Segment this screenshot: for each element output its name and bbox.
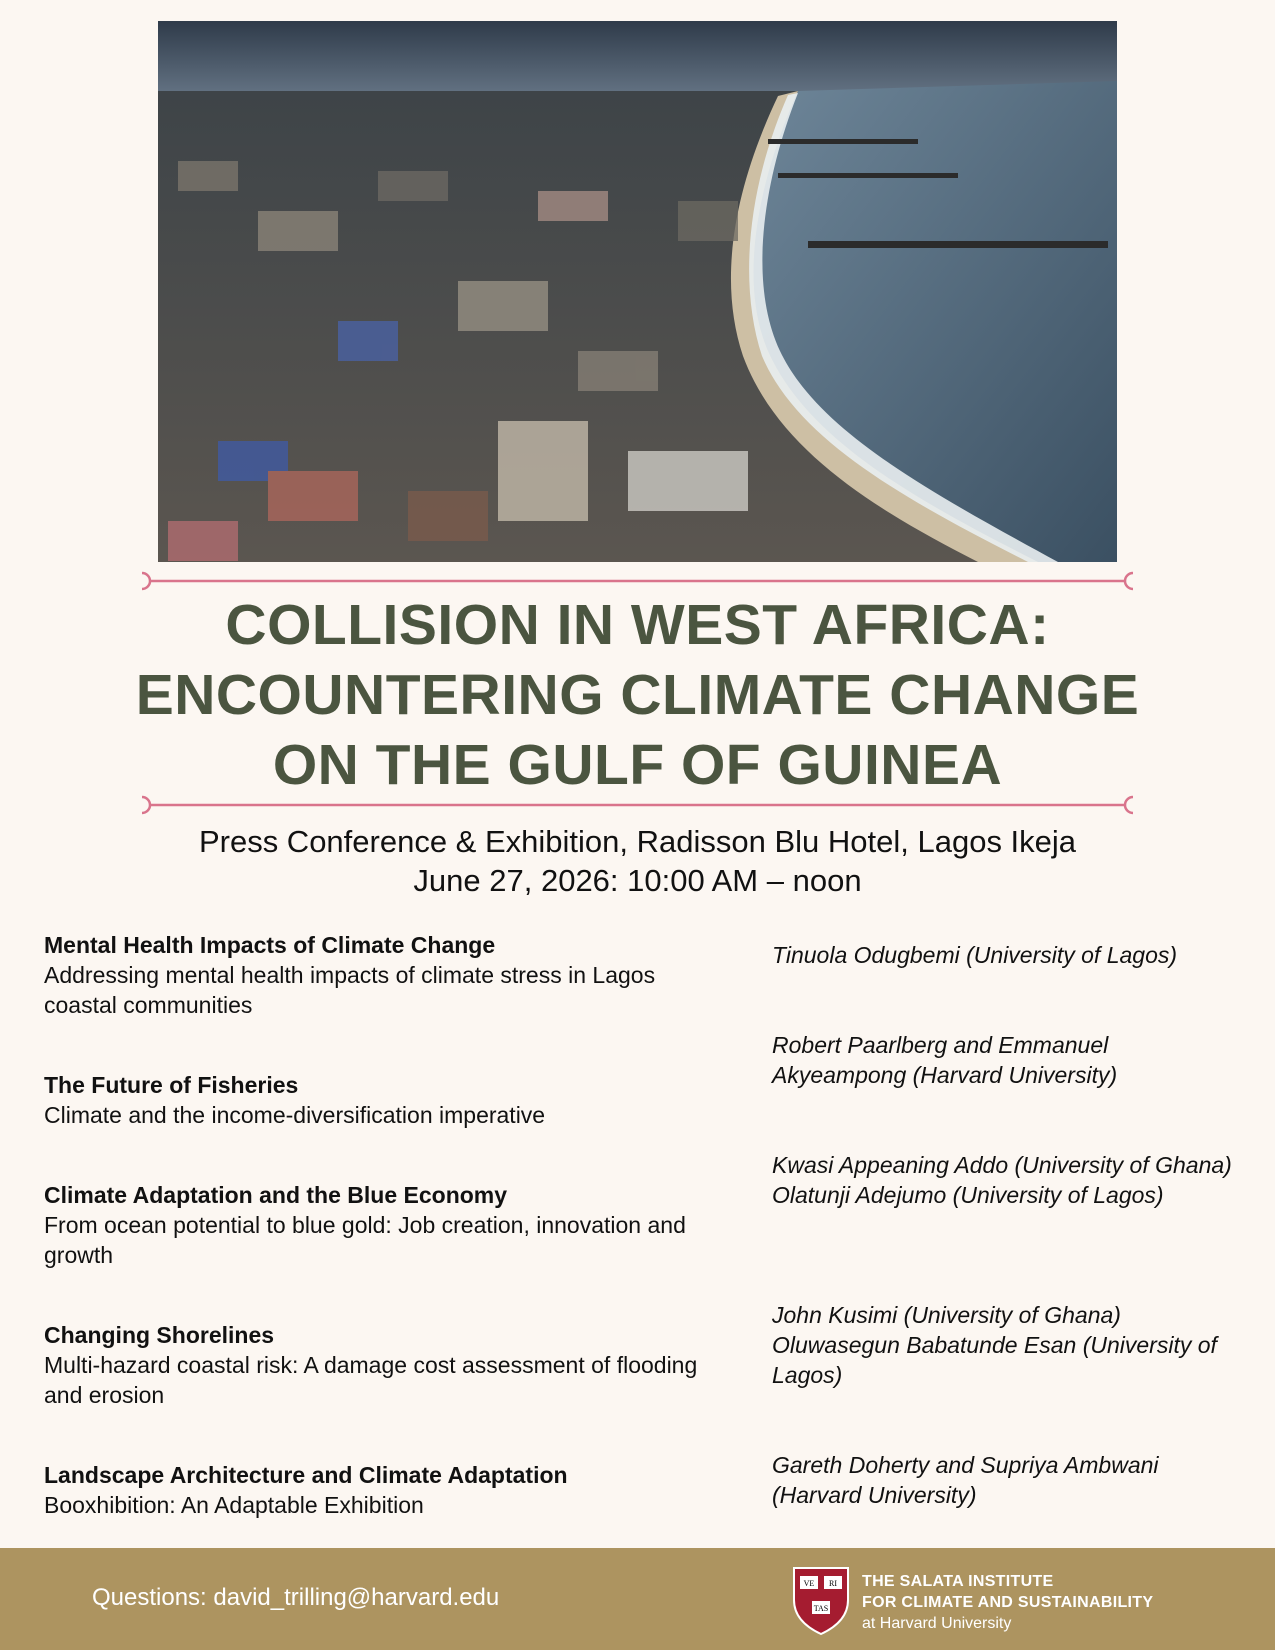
shield-text-ri: RI <box>829 1579 837 1588</box>
speaker: Oluwasegun Babatunde Esan (University of Lagos) <box>772 1332 1217 1388</box>
speaker: Gareth Doherty and Supriya Ambwani (Harvard University) <box>772 1452 1159 1508</box>
title-line-1: COLLISION IN WEST AFRICA: <box>225 593 1050 657</box>
session-title: The Future of Fisheries <box>44 1072 299 1098</box>
session-2 <box>44 1070 724 1130</box>
session-title: Mental Health Impacts of Climate Change <box>44 932 496 958</box>
session-4-speakers <box>772 1300 1242 1390</box>
event-details <box>0 822 1275 900</box>
title-line-3: ON THE GULF OF GUINEA <box>272 733 1003 797</box>
bottom-divider <box>140 794 1135 816</box>
speaker: John Kusimi (University of Ghana) <box>772 1302 1121 1328</box>
questions-contact: Questions: david_trilling@harvard.edu <box>92 1584 500 1611</box>
session-3 <box>44 1180 724 1270</box>
session-description: Multi-hazard coastal risk: A damage cost assessment of flooding and erosion <box>44 1352 698 1408</box>
speaker: Olatunji Adejumo (University of Lagos) <box>772 1182 1164 1208</box>
session-description: Addressing mental health impacts of climate stress in Lagos coastal communities <box>44 962 656 1018</box>
session-description: Booxhibition: An Adaptable Exhibition <box>44 1492 424 1518</box>
event-datetime: June 27, 2026: 10:00 AM – noon <box>413 863 862 898</box>
event-title <box>0 590 1275 800</box>
institute-line-3: at Harvard University <box>862 1615 1012 1632</box>
session-title: Changing Shorelines <box>44 1322 275 1348</box>
speaker: Tinuola Odugbemi (University of Lagos) <box>772 942 1178 968</box>
shield-text-ve: VE <box>803 1579 815 1588</box>
institute-line-2: FOR CLIMATE AND SUSTAINABILITY <box>862 1594 1154 1611</box>
speaker: Kwasi Appeaning Addo (University of Ghana) <box>772 1152 1232 1178</box>
session-description: From ocean potential to blue gold: Job creation, innovation and growth <box>44 1212 686 1268</box>
institute-line-1: THE SALATA INSTITUTE <box>862 1573 1054 1590</box>
event-venue: Press Conference & Exhibition, Radisson Blu Hotel, Lagos Ikeja <box>198 824 1077 859</box>
session-5 <box>44 1460 724 1520</box>
session-1 <box>44 930 724 1020</box>
title-line-2: ENCOUNTERING CLIMATE CHANGE <box>135 663 1140 727</box>
session-title: Climate Adaptation and the Blue Economy <box>44 1182 508 1208</box>
speaker: Robert Paarlberg and Emmanuel Akyeampong (Harvard University) <box>772 1032 1118 1088</box>
institute-name <box>862 1571 1153 1634</box>
aerial-coastline-photo <box>158 21 1117 562</box>
session-title: Landscape Architecture and Climate Adaptation <box>44 1462 568 1488</box>
harvard-veritas-shield-icon <box>792 1566 850 1636</box>
shield-text-tas: TAS <box>813 1604 829 1613</box>
hero-photo <box>158 21 1117 562</box>
session-4 <box>44 1320 724 1410</box>
session-description: Climate and the income-diversification imperative <box>44 1102 546 1128</box>
session-1-speakers <box>772 940 1242 970</box>
session-5-speakers <box>772 1450 1242 1510</box>
session-2-speakers <box>772 1030 1242 1090</box>
top-divider <box>140 570 1135 592</box>
session-3-speakers <box>772 1150 1242 1210</box>
